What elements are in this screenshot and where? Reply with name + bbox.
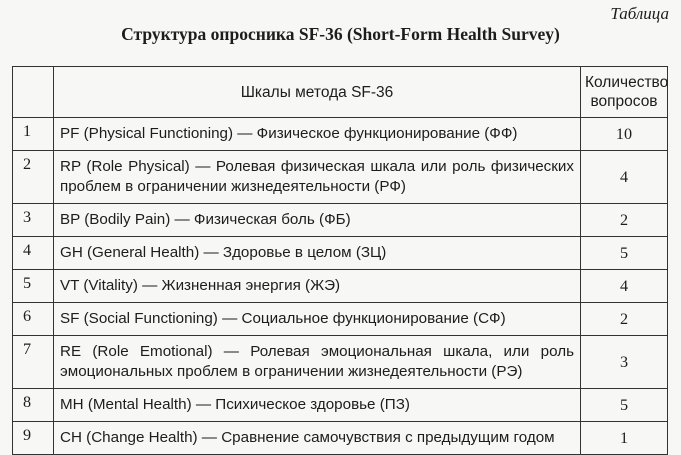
row-number: 5 xyxy=(13,270,54,303)
row-scale: PF (Physical Functioning) — Физическое функционирование (ФФ) xyxy=(54,118,581,151)
row-scale: RP (Role Physical) — Ролевая физическая шкала или роль физических проблем в ограничении жизнедеятельности (РФ) xyxy=(54,151,581,204)
row-scale: RE (Role Emotional) — Ролевая эмоциональная шкала, или роль эмоциональных проблем в ограничении жизнедеятельности (РЭ) xyxy=(54,336,581,389)
header-number xyxy=(13,67,54,118)
row-count: 3 xyxy=(581,336,668,389)
table-row xyxy=(13,270,668,303)
table-row xyxy=(13,336,668,389)
row-count: 2 xyxy=(581,204,668,237)
row-number: 8 xyxy=(13,389,54,422)
row-number: 9 xyxy=(13,422,54,455)
row-scale: SF (Social Functioning) — Социальное функционирование (СФ) xyxy=(54,303,581,336)
table-row xyxy=(13,389,668,422)
row-number: 6 xyxy=(13,303,54,336)
row-number: 7 xyxy=(13,336,54,389)
table-row xyxy=(13,204,668,237)
table-header-row xyxy=(13,67,668,118)
row-count: 2 xyxy=(581,303,668,336)
table-row xyxy=(13,118,668,151)
row-scale: BP (Bodily Pain) — Физическая боль (ФБ) xyxy=(54,204,581,237)
sf36-structure-table xyxy=(12,66,668,455)
table-row xyxy=(13,303,668,336)
row-count: 5 xyxy=(581,237,668,270)
row-scale: MH (Mental Health) — Психическое здоровье (ПЗ) xyxy=(54,389,581,422)
header-scale: Шкалы метода SF-36 xyxy=(54,67,581,118)
row-number: 2 xyxy=(13,151,54,204)
table-row xyxy=(13,237,668,270)
row-scale: GH (General Health) — Здоровье в целом (ЗЦ) xyxy=(54,237,581,270)
row-number: 4 xyxy=(13,237,54,270)
row-scale: VT (Vitality) — Жизненная энергия (ЖЭ) xyxy=(54,270,581,303)
row-scale: CH (Change Health) — Сравнение самочувствия с предыдущим годом xyxy=(54,422,581,455)
table-row xyxy=(13,151,668,204)
table-caption: Таблица xyxy=(610,4,669,23)
header-count: Количество вопросов xyxy=(581,67,668,118)
row-count: 5 xyxy=(581,389,668,422)
row-count: 10 xyxy=(581,118,668,151)
row-count: 1 xyxy=(581,422,668,455)
row-number: 3 xyxy=(13,204,54,237)
row-number: 1 xyxy=(13,118,54,151)
row-count: 4 xyxy=(581,270,668,303)
table-body xyxy=(13,118,668,455)
page-title: Структура опросника SF-36 (Short-Form Health Survey) xyxy=(121,24,560,44)
table-row xyxy=(13,422,668,455)
row-count: 4 xyxy=(581,151,668,204)
